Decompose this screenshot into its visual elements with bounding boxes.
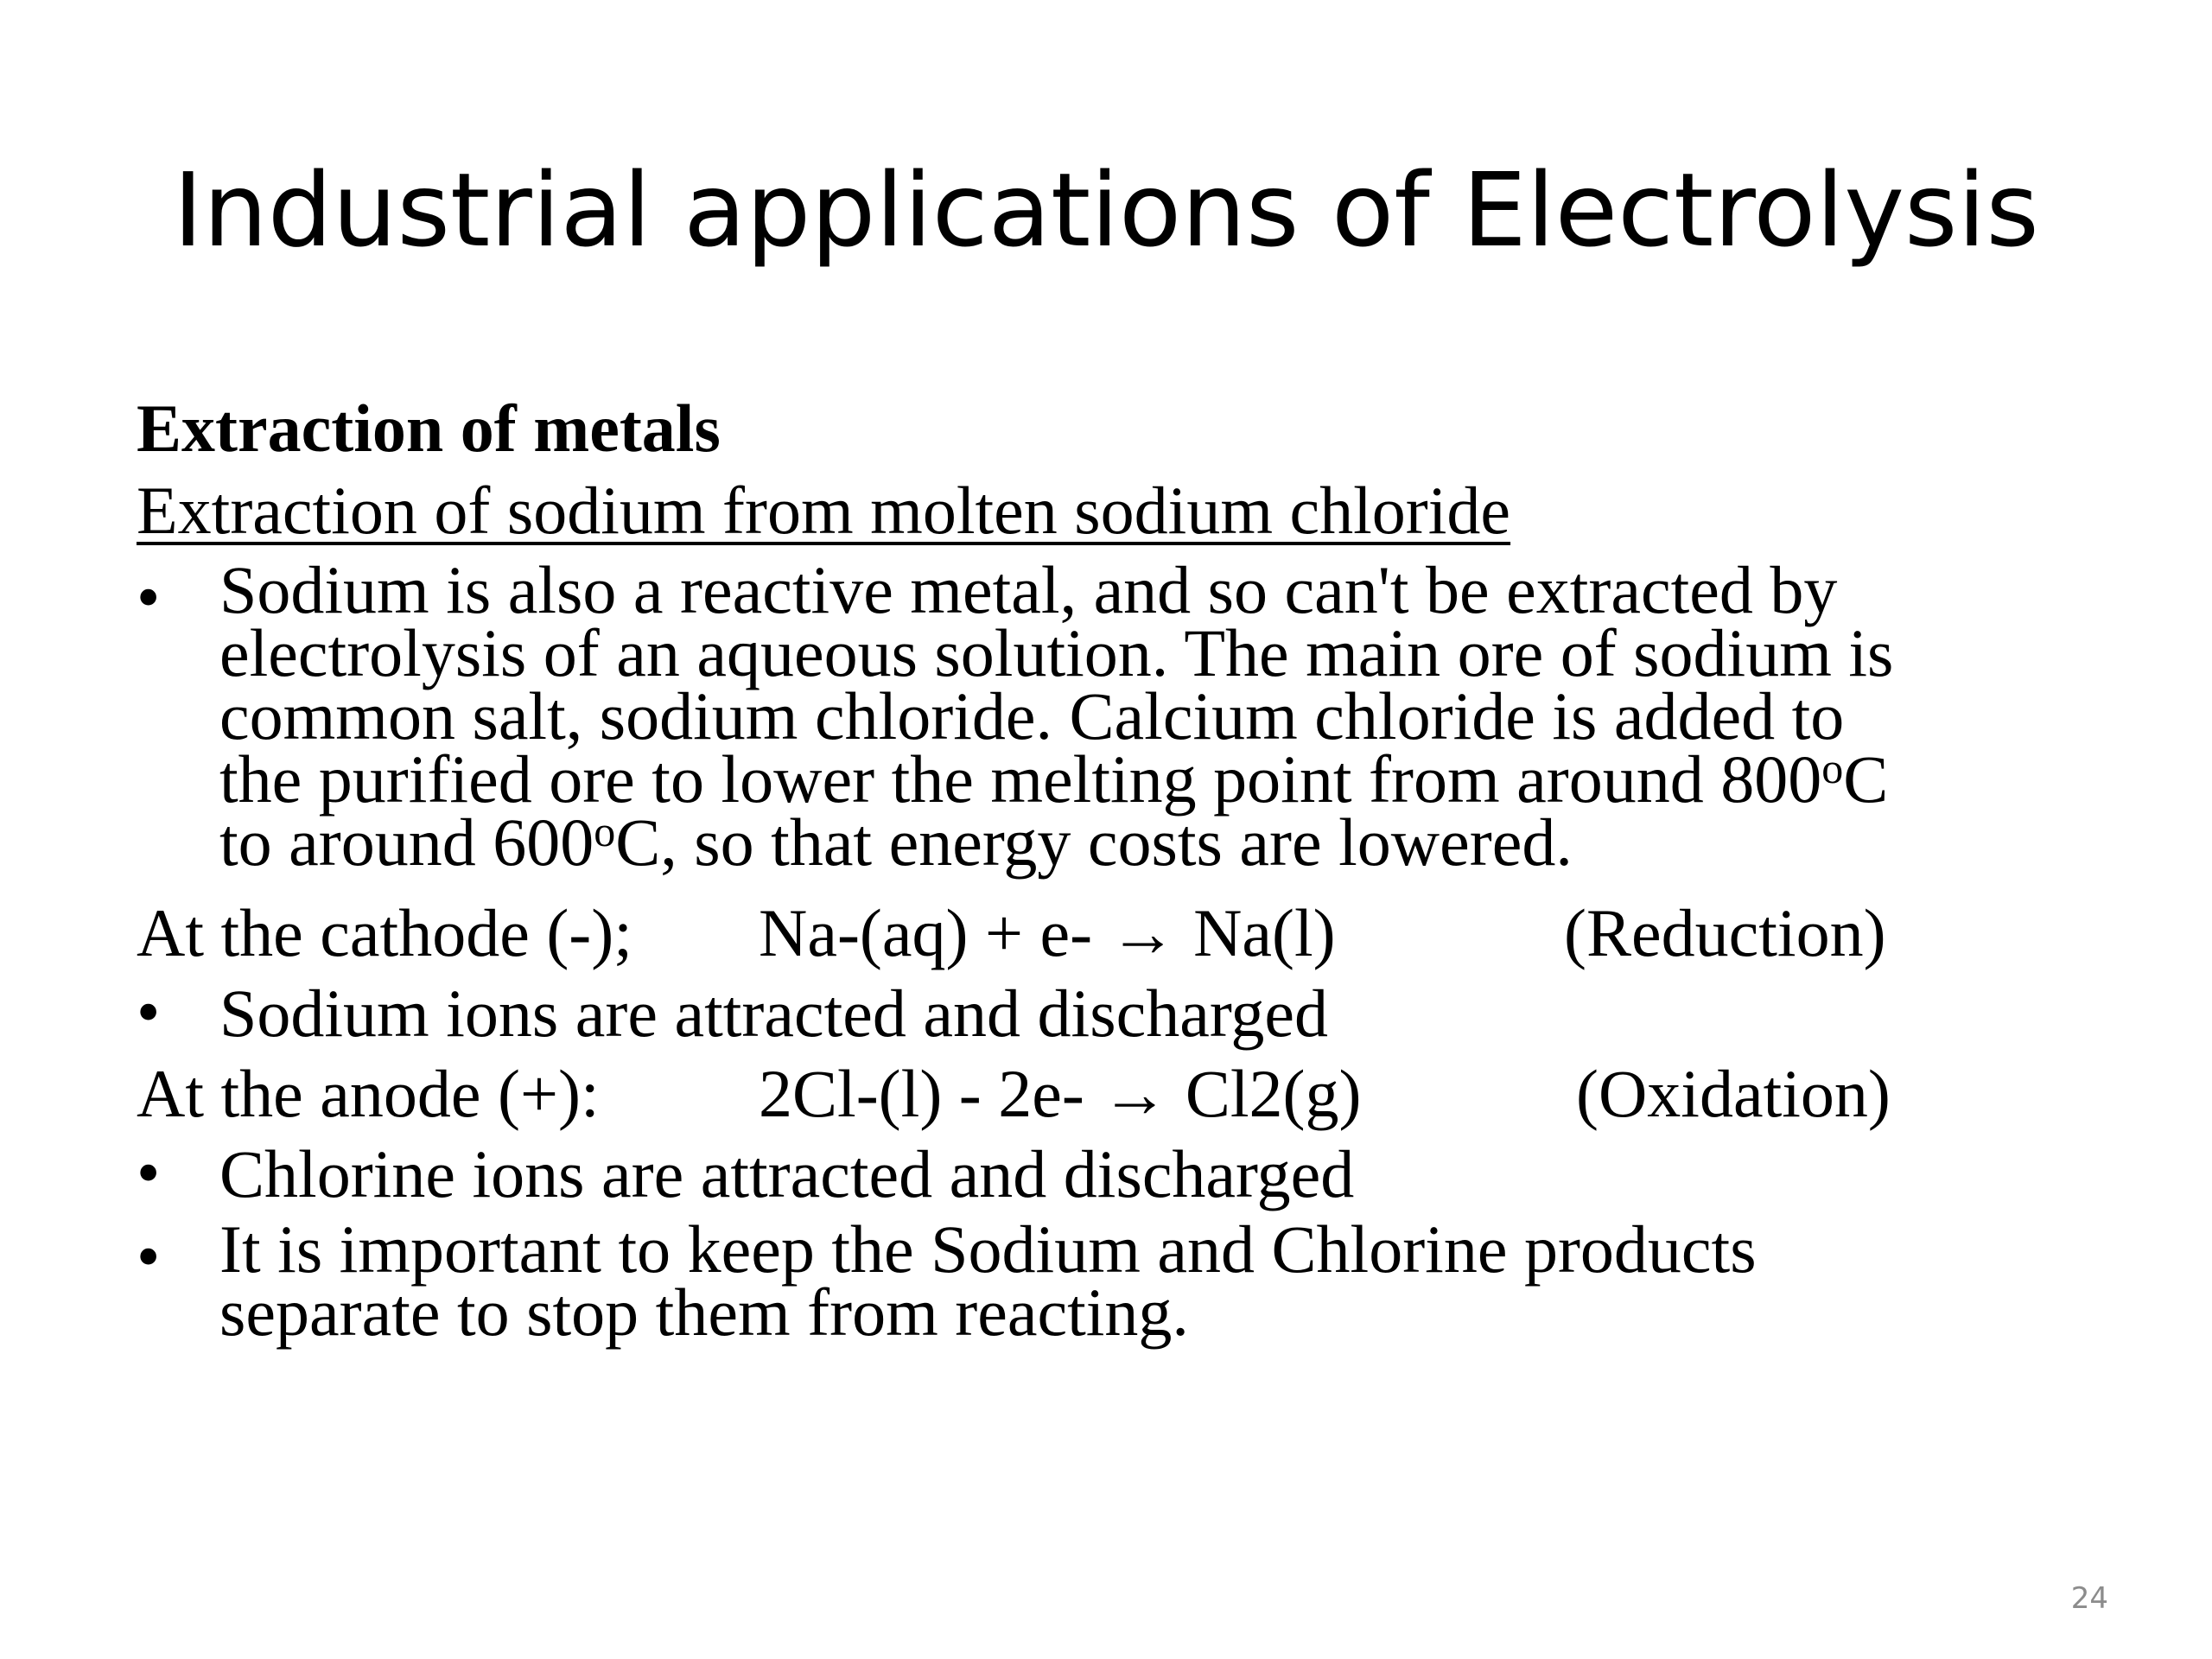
page-number: 24: [2070, 1581, 2108, 1616]
slide-title: Industrial applications of Electrolysis: [173, 150, 2039, 270]
paragraph-text: the purified ore to lower the melting point from around 800: [219, 741, 1822, 817]
bullet-icon: •: [137, 1218, 161, 1294]
bullet-icon: •: [137, 974, 161, 1049]
paragraph-text: to around 600: [219, 804, 594, 880]
bullet-sodium-extraction: [137, 552, 2124, 880]
cathode-equation: Na-(aq) + e- → Na(l): [759, 895, 1336, 970]
cathode-label: At the cathode (-);: [137, 895, 632, 970]
section-subheading: Extraction of sodium from molten sodium chloride: [137, 473, 1511, 548]
bullet-anode-note: [137, 1134, 2124, 1214]
bullet-text: It is important to keep the Sodium and Chlorine products: [219, 1211, 1757, 1287]
anode-equation: 2Cl-(l) - 2e- → Cl2(g): [759, 1056, 1362, 1131]
section-heading: Extraction of metals: [137, 391, 721, 466]
degree-superscript: o: [594, 807, 616, 855]
anode-reaction-type: (Oxidation): [1576, 1056, 1891, 1131]
bullet-separate-products: [137, 1211, 2124, 1350]
bullet-cathode-note: [137, 973, 2124, 1053]
paragraph-line: Sodium is also a reactive metal, and so can't be extracted by: [219, 552, 1838, 627]
anode-equation-row: [137, 1053, 2124, 1134]
anode-label: At the anode (+):: [137, 1056, 600, 1131]
paragraph-line: common salt, sodium chloride. Calcium chloride is added to: [219, 678, 1845, 753]
paragraph-line: electrolysis of an aqueous solution. The main ore of sodium is: [219, 615, 1894, 690]
paragraph-line: [219, 741, 2124, 817]
paragraph-text: C, so that energy costs are lowered.: [615, 804, 1573, 880]
slide-body: [137, 387, 2124, 1350]
cathode-equation-row: [137, 893, 2124, 973]
bullet-icon: •: [137, 559, 161, 634]
degree-superscript: o: [1821, 744, 1844, 792]
paragraph-text: C: [1843, 741, 1889, 817]
paragraph-line: [219, 804, 2124, 880]
bullet-text: Sodium ions are attracted and discharged: [219, 976, 1329, 1051]
bullet-text: separate to stop them from reacting.: [219, 1274, 1189, 1350]
cathode-reaction-type: (Reduction): [1564, 895, 1886, 970]
bullet-icon: •: [137, 1135, 161, 1210]
bullet-text: Chlorine ions are attracted and discharged: [219, 1136, 1355, 1211]
